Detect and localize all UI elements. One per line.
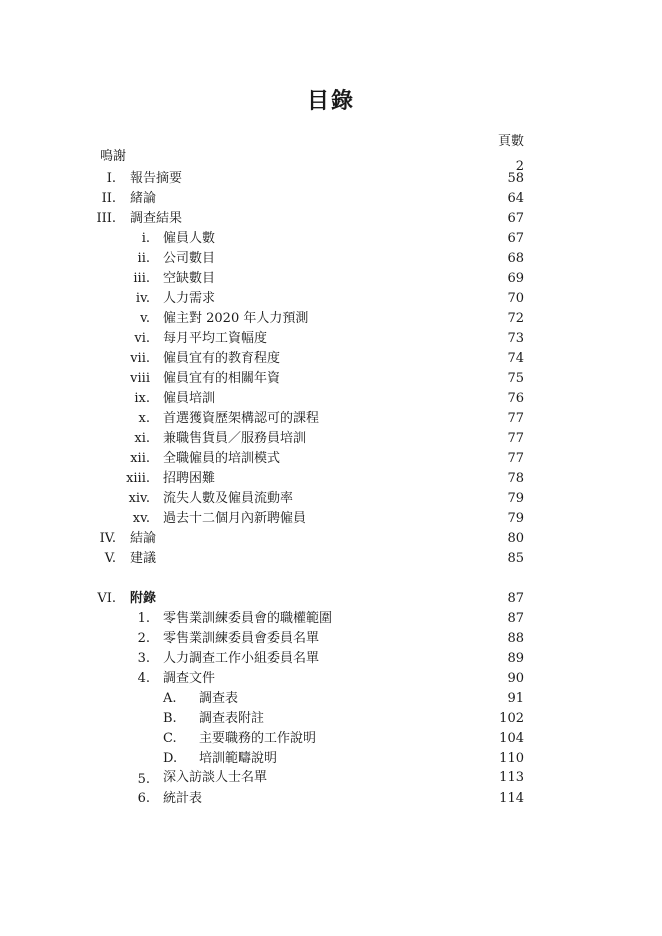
toc-entry-page: 68 — [507, 251, 524, 266]
toc-subentry[interactable] — [0, 469, 662, 489]
toc-entry-page: 70 — [507, 291, 524, 306]
toc-subentry[interactable] — [0, 768, 662, 788]
toc-entry[interactable] — [0, 169, 662, 189]
toc-entry-page: 76 — [507, 391, 524, 406]
toc-entry-number: D. — [163, 751, 178, 766]
toc-entry-page: 72 — [507, 311, 524, 326]
toc-subentry[interactable] — [0, 489, 662, 509]
toc-entry-page: 90 — [507, 671, 524, 686]
toc-entry-number: V. — [104, 551, 116, 566]
toc-entry-page: 91 — [507, 691, 524, 706]
toc-entry-number: B. — [163, 711, 177, 726]
toc-entry-number: xv. — [132, 511, 150, 526]
toc-entry-number: iv. — [135, 291, 150, 306]
toc-entry-acknowledgement[interactable] — [0, 147, 662, 174]
toc-entry-page: 67 — [507, 211, 524, 226]
toc-entry-number: xiv. — [128, 491, 150, 506]
toc-entry-page: 80 — [507, 531, 524, 546]
toc-subentry[interactable] — [0, 309, 662, 329]
toc-subentry[interactable] — [0, 249, 662, 269]
toc-entry-page: 74 — [507, 351, 524, 366]
toc-entry-page: 69 — [507, 271, 524, 286]
toc-entry-page: 2 — [515, 159, 524, 174]
toc-entry-title: 過去十二個月內新聘僱員 — [163, 511, 307, 526]
toc-subentry[interactable] — [0, 389, 662, 409]
toc-entry-title: 僱員宜有的相關年資 — [163, 371, 281, 386]
toc-entry-title: 建議 — [130, 551, 157, 566]
toc-entry-number: III. — [96, 211, 116, 226]
toc-entry-page: 77 — [507, 451, 524, 466]
toc-entry-title: 流失人數及僱員流動率 — [163, 491, 294, 506]
toc-entry-number: VI. — [97, 591, 116, 606]
toc-subentry[interactable] — [0, 409, 662, 429]
toc-entry-title: 全職僱員的培訓模式 — [163, 451, 281, 466]
toc-entry-title: 僱員宜有的教育程度 — [163, 351, 281, 366]
toc-entry-page: 104 — [499, 731, 524, 746]
toc-entry-title: 僱員人數 — [163, 231, 216, 246]
toc-subsubentry[interactable] — [0, 729, 662, 749]
toc-entry-title: 結論 — [130, 531, 157, 546]
toc-entry-title: 公司數目 — [163, 251, 216, 266]
toc-entry-number: I. — [106, 171, 116, 186]
toc-entry-title: 鳴謝 — [100, 149, 127, 164]
toc-entry-title: 調查表 — [199, 691, 239, 706]
toc-entry-number: A. — [163, 691, 177, 706]
toc-entry-number: 3. — [137, 651, 150, 666]
toc-entry-number: viii — [130, 371, 150, 386]
toc-entry-page: 102 — [499, 711, 524, 726]
toc-entry-title: 緒論 — [130, 191, 157, 206]
toc-entry-page: 85 — [507, 551, 524, 566]
toc-entry-page: 79 — [507, 491, 524, 506]
toc-entry-number: 2. — [137, 631, 150, 646]
toc-entry-page: 110 — [499, 751, 524, 766]
toc-subentry[interactable] — [0, 509, 662, 529]
toc-entry-title: 招聘困難 — [163, 471, 216, 486]
toc-entry-title: 僱員培訓 — [163, 391, 216, 406]
toc-entry-page: 87 — [507, 611, 524, 626]
toc-entry-number: xii. — [130, 451, 150, 466]
toc-entry-page: 79 — [507, 511, 524, 526]
toc-entry-title: 附錄 — [130, 591, 157, 606]
toc-entry-title: 空缺數目 — [163, 271, 216, 286]
toc-entry-number: xiii. — [126, 471, 150, 486]
toc-entry-number: v. — [140, 311, 150, 326]
toc-subentry[interactable] — [0, 369, 662, 389]
toc-entry[interactable] — [0, 189, 662, 209]
toc-entry-page: 77 — [507, 431, 524, 446]
toc-entry-title: 僱主對 2020 年人力預測 — [163, 311, 309, 326]
toc-entry[interactable] — [0, 549, 662, 569]
toc-subentry[interactable] — [0, 329, 662, 349]
toc-subsubentry[interactable] — [0, 749, 662, 769]
toc-entry-number: xi. — [134, 431, 150, 446]
toc-entry-page: 58 — [507, 171, 524, 186]
toc-entry-title: 調查結果 — [130, 211, 183, 226]
toc-entry-page: 113 — [499, 770, 524, 785]
toc-entry-title: 零售業訓練委員會委員名單 — [163, 631, 320, 646]
toc-entry-page: 75 — [507, 371, 524, 386]
toc-subentry[interactable] — [0, 429, 662, 449]
toc-entry[interactable] — [0, 529, 662, 549]
toc-entry-title: 零售業訓練委員會的職權範圍 — [163, 611, 333, 626]
toc-entry-page: 64 — [507, 191, 524, 206]
toc-subsubentry[interactable] — [0, 709, 662, 729]
toc-entry-number: vii. — [130, 351, 150, 366]
toc-entry-number: 1. — [137, 611, 150, 626]
toc-entry-title: 統計表 — [163, 791, 203, 806]
toc-entry-number: iii. — [133, 271, 150, 286]
toc-entry-title: 人力調查工作小組委員名單 — [163, 651, 320, 666]
toc-entry-number: ix. — [134, 391, 150, 406]
toc-subentry[interactable] — [0, 609, 662, 629]
toc-entry-title: 人力需求 — [163, 291, 216, 306]
toc-subsubentry[interactable] — [0, 689, 662, 709]
toc-subentry[interactable] — [0, 789, 662, 809]
toc-subentry[interactable] — [0, 649, 662, 669]
toc-entry-title: 主要職務的工作說明 — [199, 731, 317, 746]
toc-entry-page: 77 — [507, 411, 524, 426]
toc-entry-number: C. — [163, 731, 177, 746]
toc-entry-title: 調查文件 — [163, 671, 216, 686]
toc-entry-page: 89 — [507, 651, 524, 666]
toc-entry-title: 報告摘要 — [130, 171, 183, 186]
toc-entry-page: 87 — [507, 591, 524, 606]
toc-entry-number: vi. — [134, 331, 150, 346]
page-title: 目錄 — [306, 88, 355, 114]
toc-entry-number: 4. — [137, 671, 150, 686]
toc-entry-number: 6. — [137, 791, 150, 806]
toc-subentry[interactable] — [0, 669, 662, 689]
toc-subentry[interactable] — [0, 289, 662, 309]
toc-entry-number: i. — [141, 231, 150, 246]
toc-entry-page: 88 — [507, 631, 524, 646]
toc-subentry[interactable] — [0, 449, 662, 469]
toc-entry-number: 5. — [137, 772, 150, 787]
toc-entry-number: x. — [138, 411, 150, 426]
toc-entry-number: ii. — [137, 251, 150, 266]
toc-entry-page: 114 — [499, 791, 524, 806]
toc-subentry[interactable] — [0, 269, 662, 289]
toc-subentry[interactable] — [0, 629, 662, 649]
toc-subentry[interactable] — [0, 229, 662, 249]
toc-entry-title: 每月平均工資幅度 — [163, 331, 268, 346]
toc-entry-title: 深入訪談人士名單 — [163, 770, 268, 785]
toc-entry[interactable] — [0, 209, 662, 229]
toc-entry-title: 培訓範疇說明 — [199, 751, 278, 766]
toc-entry-page: 67 — [507, 231, 524, 246]
toc-entry-title: 首選獲資歷架構認可的課程 — [163, 411, 320, 426]
page-column-header: 頁數 — [497, 134, 524, 149]
toc-subentry[interactable] — [0, 349, 662, 369]
toc-entry-title: 調查表附註 — [199, 711, 265, 726]
toc-entry-number: II. — [101, 191, 116, 206]
toc-entry-page: 78 — [507, 471, 524, 486]
toc-entry-appendix[interactable] — [0, 589, 662, 609]
toc-entry-title: 兼職售貨員／服務員培訓 — [163, 431, 307, 446]
toc-entry-page: 73 — [507, 331, 524, 346]
toc-entry-number: IV. — [99, 531, 116, 546]
